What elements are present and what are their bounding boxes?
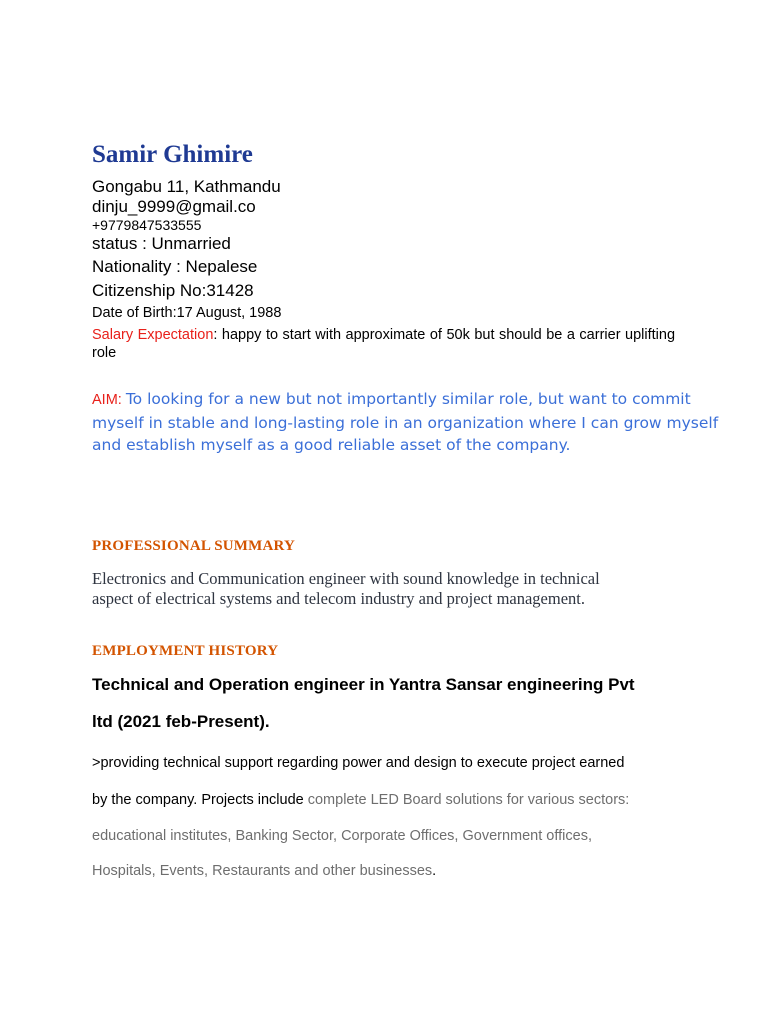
- duty-text: Hospitals, Events, Restaurants and other businesses: [92, 863, 433, 879]
- citizenship-number: Citizenship No:31428: [92, 281, 254, 300]
- date-of-birth: Date of Birth:17 August, 1988: [92, 305, 282, 321]
- address: Gongabu 11, Kathmandu: [92, 177, 281, 196]
- job-title: Technical and Operation engineer in Yantra Sansar engineering Pvt: [92, 675, 635, 694]
- salary-label: Salary Expectation: [92, 327, 214, 343]
- professional-summary-text: [92, 569, 600, 609]
- job-duty-line: [92, 791, 629, 809]
- salary-expectation: [92, 326, 675, 362]
- marital-status: status : Unmarried: [92, 234, 231, 253]
- employment-history-heading: EMPLOYMENT HISTORY: [92, 643, 279, 659]
- email: dinju_9999@gmail.co: [92, 197, 256, 216]
- summary-line: aspect of electrical systems and telecom industry and project management.: [92, 589, 585, 608]
- job-duty-line: educational institutes, Banking Sector, Corporate Offices, Government offices,: [92, 828, 592, 844]
- summary-line: Electronics and Communication engineer with sound knowledge in technical: [92, 569, 600, 588]
- salary-text: : happy to start with approximate of 50k but should be a carrier uplifting role: [92, 327, 676, 361]
- job-duty-line: >providing technical support regarding power and design to execute project earned: [92, 755, 625, 771]
- nationality: Nationality : Nepalese: [92, 257, 258, 276]
- aim-line: myself in stable and long-lasting role in an organization where I can grow myself: [92, 413, 719, 432]
- professional-summary-heading: PROFESSIONAL SUMMARY: [92, 538, 296, 554]
- aim-label: AIM:: [92, 392, 126, 408]
- duty-period: .: [432, 863, 437, 879]
- duty-text: complete LED Board solutions for various sectors:: [303, 792, 630, 808]
- duty-text: by the company. Projects include: [92, 792, 304, 808]
- job-title-continued: ltd (2021 feb-Present).: [92, 712, 270, 731]
- aim-line: To looking for a new but not importantly similar role, but want to commit: [125, 390, 691, 408]
- aim-line: and establish myself as a good reliable asset of the company.: [92, 436, 571, 454]
- phone: +9779847533555: [92, 217, 202, 233]
- job-duty-line: [92, 862, 436, 880]
- aim-statement: [92, 388, 718, 457]
- candidate-name: Samir Ghimire: [92, 141, 253, 168]
